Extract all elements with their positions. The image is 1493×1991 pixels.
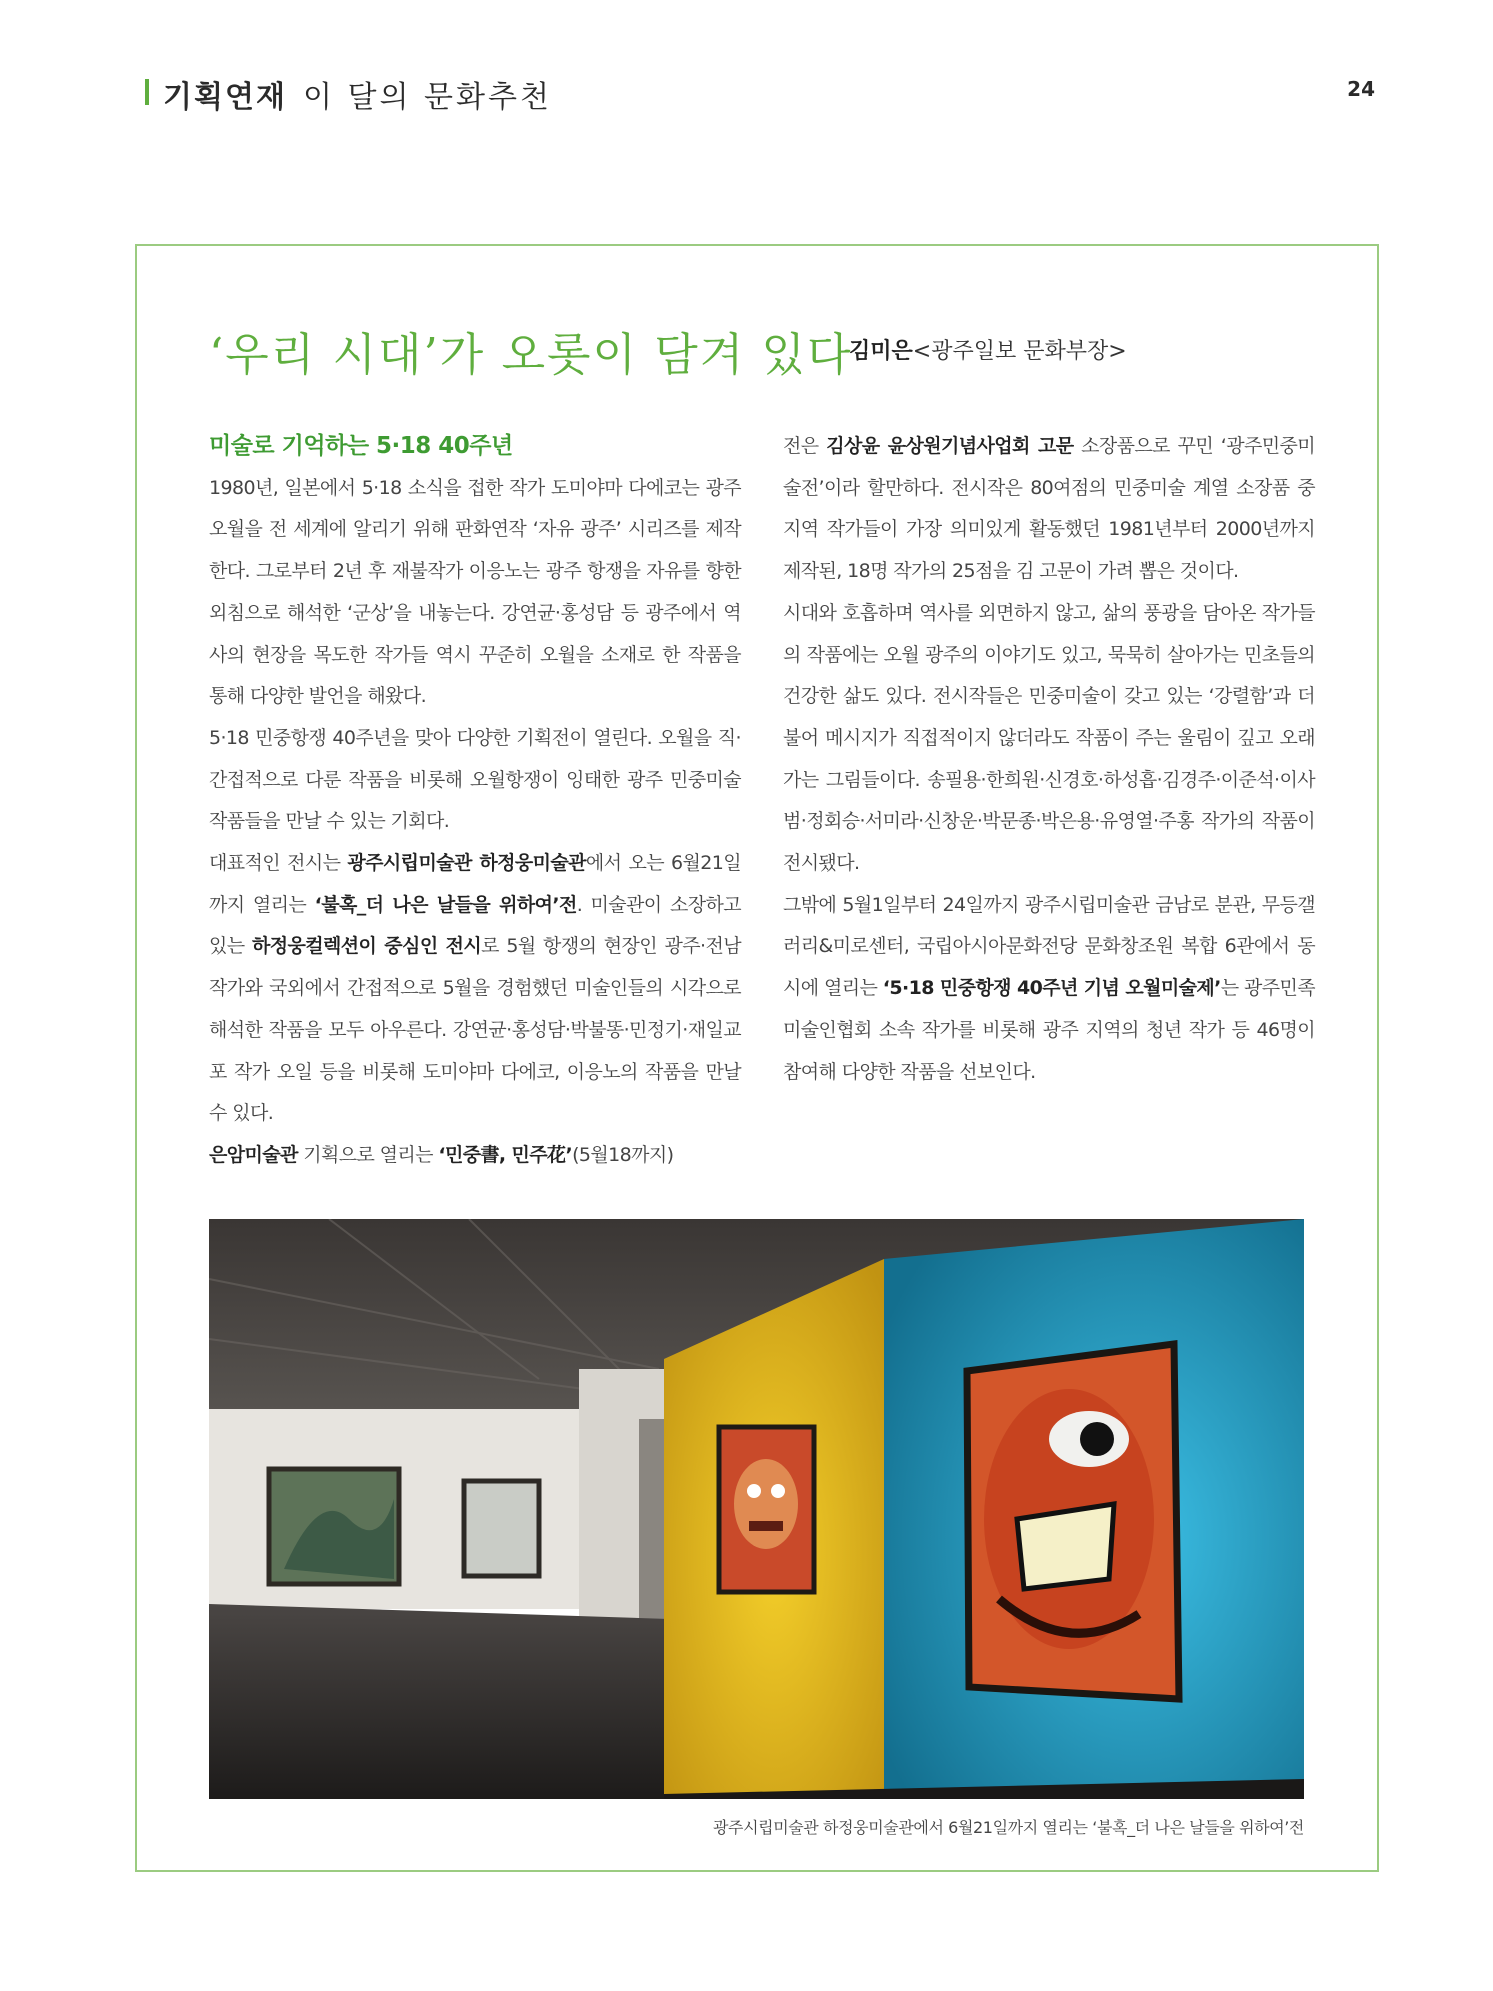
emphasis-text: 하정웅컬렉션이 중심인 전시: [251, 935, 482, 958]
author-name: 김미은: [849, 339, 913, 364]
author-role: <광주일보 문화부장>: [912, 339, 1127, 364]
paragraph: 시대와 호흡하며 역사를 외면하지 않고, 삶의 풍광을 담아온 작가들의 작품에는 오월 광주의 이야기도 있고, 묵묵히 살아가는 민초들의 건강한 삶도 있다. 전시작들은 민중미술이 갖고 있는 ‘강렬함’과 더불어 메시지가 직접적이지 않더라도 작품이 주는 울림이 깊고 오래가는 그림들이다. 송필용·한희원·신경호·하성흡·김경주·이준석·이사범·정회승·서미라·신창운·박문종·박은용·유영열·주홍 작가의 작품이 전시됐다.: [783, 601, 1315, 875]
header-accent-bar: [145, 79, 149, 105]
emphasis-text: ‘불혹_더 나은 날들을 위하여’전: [314, 893, 577, 916]
emphasis-text: 김상윤 윤상원기념사업회 고문: [826, 435, 1074, 457]
paragraph: 1980년, 일본에서 5·18 소식을 접한 작가 도미야마 다에코는 광주오월을 전 세계에 알리기 위해 판화연작 ‘자유 광주’ 시리즈를 제작한다. 그로부터 2년 후 재불작가 이응노는 광주 항쟁을 자유를 향한 외침으로 해석한 ‘군상’을 내놓는다. 강연균·홍성담 등 광주에서 역사의 현장을 목도한 작가들 역시 꾸준히 오월을 소재로 한 작품을 통해 다양한 발언을 해왔다.: [209, 476, 741, 708]
paragraph: 그밖에 5월1일부터 24일까지 광주시립미술관 금남로 분관, 무등갤러리&미로센터, 국립아시아문화전당 문화창조원 복합 6관에서 동시에 열리는 ‘5·18 민중항쟁 40주년 기념 오월미술제’는 광주민족미술인협회 소속 작가를 비롯해 광주 지역의 청년 작가 등 46명이 참여해 다양한 작품을 선보인다.: [783, 893, 1315, 1083]
series-title: 이 달의 문화추천: [303, 80, 552, 115]
photo-caption: 광주시립미술관 하정웅미술관에서 6월21일까지 열리는 ‘불혹_더 나은 날들을 위하여’전: [712, 1818, 1304, 1837]
left-column: [209, 426, 741, 1177]
series-label: 기획연재: [163, 80, 287, 115]
paragraph: 5·18 민중항쟁 40주년을 맞아 다양한 기획전이 열린다. 오월을 직·간접적으로 다룬 작품을 비롯해 오월항쟁이 잉태한 광주 민중미술 작품들을 만날 수 있는 기회다.: [209, 726, 741, 833]
emphasis-text: ‘민중書, 민주花’: [438, 1143, 573, 1166]
emphasis-text: 광주시립미술관 하정웅미술관: [347, 852, 586, 875]
exhibition-photo: [209, 1219, 1304, 1799]
page-number: 24: [1347, 77, 1375, 101]
paragraph: 대표적인 전시는 광주시립미술관 하정웅미술관에서 오는 6월21일까지 열리는 ‘불혹_더 나은 날들을 위하여’전. 미술관이 소장하고 있는 하정웅컬렉션이 중심인 전시로 5월 항쟁의 현장인 광주·전남 작가와 국외에서 간접적으로 5월을 경험했던 미술인들의 시각으로 해석한 작품을 모두 아우른다. 강연균·홍성담·박불똥·민정기·재일교포 작가 오일 등을 비롯해 도미야마 다에코, 이응노의 작품을 만날 수 있다.: [209, 852, 741, 1125]
section-subhead: 미술로 기억하는 5·18 40주년: [209, 433, 513, 459]
emphasis-text: 은암미술관: [209, 1143, 298, 1166]
article-title: ‘우리 시대’가 오롯이 담겨 있다: [209, 328, 853, 381]
right-column: [783, 426, 1315, 1093]
paragraph: 전은 김상윤 윤상원기념사업회 고문 소장품으로 꾸민 ‘광주민중미술전’이라 할만하다. 전시작은 80여점의 민중미술 계열 소장품 중 지역 작가들이 가장 의미있게 활동했던 1981년부터 2000년까지 제작된, 18명 작가의 25점을 김 고문이 가려 뽑은 것이다.: [783, 435, 1315, 583]
byline: [849, 334, 1127, 365]
paragraph: 은암미술관 기획으로 열리는 ‘민중書, 민주花’(5월18까지): [209, 1143, 674, 1166]
emphasis-text: ‘5·18 민중항쟁 40주년 기념 오월미술제’: [882, 977, 1221, 1000]
